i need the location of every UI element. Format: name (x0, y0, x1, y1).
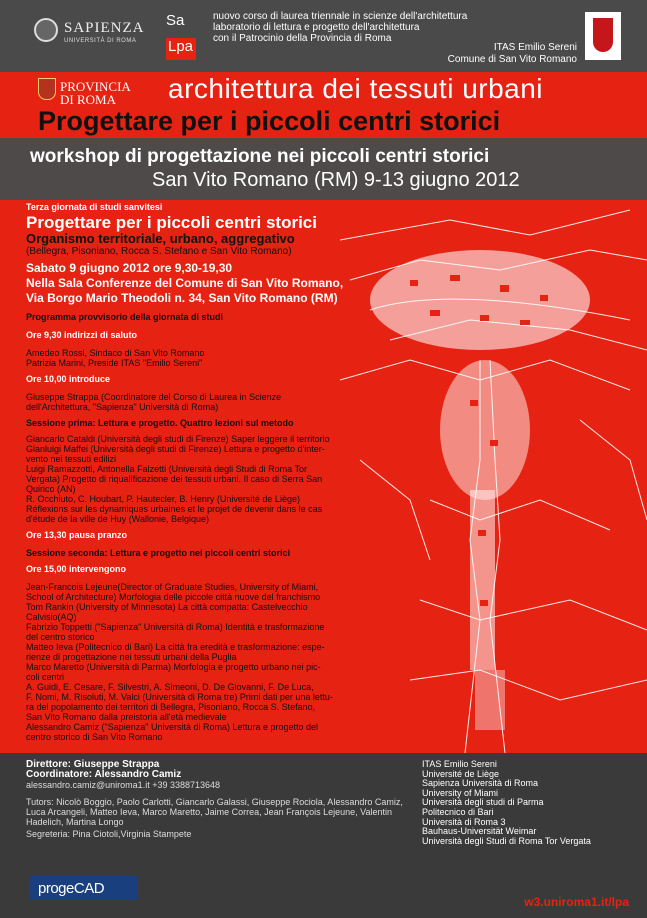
org-item: Politecnico di Bari (422, 806, 494, 817)
partner-names (448, 42, 577, 66)
tutors-list: Tutors: Nicolò Boggio, Paolo Carlotti, Giancarlo Galassi, Giuseppe Rociola, Alessandro Camiz, Luca Arcangeli, Matteo Ieva, Marco Maretto, Jaime Correa, Jean François Lejeune, Valentin Hadelich, Martina Longo (26, 797, 403, 827)
course-intro-line: con il Patrocinio della Provincia di Roma (213, 33, 392, 44)
san-vito-crest-icon (585, 12, 621, 60)
org-item: Bauhaus-Universität Weimar (422, 826, 537, 837)
sapienza-seal-icon (34, 18, 58, 42)
text-line: Luigi Ramazzotti, Antonella Falzetti (Università degli Studi di Roma Tor (26, 464, 307, 474)
org-item: Università di Roma 3 (422, 816, 506, 827)
coordinator-line: Coordinatore: Alessandro Camiz (26, 769, 182, 780)
session-two-heading: Sessione seconda: Lettura e progetto nei piccoli centri storici (26, 548, 291, 558)
provincia-logo-name (60, 80, 131, 106)
org-item: Università degli Studi di Roma Tor Vergata (422, 835, 591, 846)
event-label: Terza giornata di studi sanvitesi (26, 202, 163, 212)
slot-speakers: Ore 15,00 intervengono (26, 564, 127, 574)
salpa-logo-sa: Sa (166, 12, 185, 29)
sapienza-logo-name: SAPIENZA (64, 20, 145, 36)
programme-text (26, 202, 426, 748)
text-line: centro storico di San Vito Romano (26, 732, 163, 742)
text-line: dell'Architettura, "Sapienza" Università di Roma) (26, 402, 219, 412)
date-line: Via Borgo Mario Theodoli n. 34, San Vito Romano (RM) (26, 291, 338, 305)
text-line: ra del popolamento dei territori di Bellegra, Pisoniano, Rocca S. Stefano, (26, 702, 316, 712)
programme-heading: Programma provvisorio della giornata di studi (26, 312, 224, 322)
text-line: d'étude de la ville de Huy (Wallonie, Belgique) (26, 514, 209, 524)
organizations-list (422, 760, 591, 846)
salpa-logo-lpa: Lpa (166, 38, 196, 60)
text-line: Quirico (AN) (26, 484, 76, 494)
org-item: ITAS Emilio Sereni (422, 759, 497, 769)
greeting-speakers (26, 348, 426, 368)
session-one-speakers (26, 434, 426, 524)
text-line: Gianluigi Maffei (Università degli studi di Firenze) Lettura e progetto d'inter- (26, 444, 325, 454)
text-line: San Vito Romano dalla preistoria all'età medievale (26, 712, 227, 722)
website-link[interactable]: w3.uniroma1.it/lpa (524, 895, 629, 909)
director-line: Direttore: Giuseppe Strappa (26, 759, 160, 770)
secretariat: Segreteria: Pina Ciotoli,Virginia Stampete (26, 829, 192, 839)
programme-panel (0, 200, 647, 753)
crest-shield-icon (593, 18, 613, 52)
org-item: Università degli studi di Parma (422, 797, 544, 808)
event-title: Progettare per i piccoli centri storici (26, 213, 317, 232)
text-line: Tom Rankin (University of Minnesota) La città compatta: Castelvecchio (26, 602, 308, 612)
slot-lunch: Ore 13,30 pausa pranzo (26, 530, 128, 540)
banner-title: Progettare per i piccoli centri storici (38, 106, 501, 136)
intro-speaker (26, 392, 426, 412)
provincia-line: PROVINCIA (60, 79, 131, 94)
course-intro-line: nuovo corso di laurea triennale in scienze dell'architettura (213, 11, 468, 22)
workshop-title: workshop di progettazione nei piccoli centri storici (30, 146, 490, 167)
sponsor-name: progeCAD (38, 880, 105, 897)
session-two-speakers (26, 582, 426, 742)
sapienza-logo-subtitle: UNIVERSITÀ DI ROMA (64, 38, 137, 44)
text-line: del centro storico (26, 632, 95, 642)
text-line: coli centri (26, 672, 65, 682)
text-line: Réflexions sur les dynamiques urbaines et le projet de devenir dans le cas (26, 504, 323, 514)
org-item: University of Miami (422, 787, 499, 798)
text-line: R. Occhiuto, C. Houbart, P. Hautecler, B. Henry (Université de Liège) (26, 494, 300, 504)
text-line: Fabrizio Toppetti ("Sapienza" Università di Roma) Identità e trasformazione (26, 622, 325, 632)
contact-email[interactable]: alessandro.camiz@uniroma1.it +39 3388713648 (26, 780, 221, 790)
banner-heading: architettura dei tessuti urbani (168, 73, 544, 104)
text-line: Patrizia Marini, Preside ITAS "Emilio Sereni" (26, 358, 203, 368)
session-one-heading: Sessione prima: Lettura e progetto. Quattro lezioni sul metodo (26, 418, 294, 428)
event-places: (Bellegra, Pisoniano, Rocca S. Stefano e San Vito Romano) (26, 246, 292, 257)
text-line: A. Guidi, E. Cesare, F. Silvestri, A. Simeoni, D. De Giovanni, F. De Luca, (26, 682, 314, 692)
slot-intro: Ore 10,00 introduce (26, 374, 111, 384)
text-line: School of Architecture) Morfologia delle piccole città nuove del franchismo (26, 592, 321, 602)
workshop-place-date: San Vito Romano (RM) 9-13 giugno 2012 (152, 169, 520, 191)
text-line: Matteo Ieva (Politecnico di Bari) La città fra eredità e trasformazione: espe- (26, 642, 325, 652)
course-intro-line: laboratorio di lettura e progetto dell'architettura (213, 22, 420, 33)
partner-line: Comune di San Vito Romano (447, 54, 577, 65)
provincia-crest-icon (38, 78, 56, 100)
event-date-venue (26, 261, 426, 306)
course-intro (213, 11, 467, 44)
text-line: Calvisio(AQ) (26, 612, 77, 622)
date-line: Nella Sala Conferenze del Comune di San Vito Romano, (26, 276, 344, 290)
text-line: Alessandro Camiz ("Sapienza" Università di Roma) Lettura e progetto del (26, 722, 319, 732)
text-line: Jean-Francois Lejeune(Director of Graduate Studies, University of Miami, (26, 582, 319, 592)
text-line: rienze di progettazione nei tessuti urbani della Puglia (26, 652, 237, 662)
org-item: Université de Liège (422, 768, 500, 779)
date-line: Sabato 9 giugno 2012 ore 9,30-19,30 (26, 261, 233, 275)
org-item: Sapienza Università di Roma (422, 778, 539, 789)
direction-info (26, 760, 181, 780)
text-line: F. Nomi, M. Risoluti, M. Valci (Università di Roma tre) Primi dati per una lettu- (26, 692, 333, 702)
provincia-line: DI ROMA (60, 92, 116, 107)
text-line: Marco Maretto (Università di Parma) Morfologia e progetto urbano nei pic- (26, 662, 321, 672)
partner-line: ITAS Emilio Sereni (493, 42, 577, 53)
text-line: Amedeo Rossi, Sindaco di San Vito Romano (26, 348, 205, 358)
slot-greeting: Ore 9,30 indirizzi di saluto (26, 330, 138, 340)
text-line: Vergata) Progetto di riqualificazione dei tessuti urbani. Il caso di Serra San (26, 474, 323, 484)
text-line: Giuseppe Strappa (Coordinatore del Corso di Laurea in Scienze (26, 392, 282, 402)
progecad-sponsor-logo (30, 876, 138, 900)
text-line: Giancarlo Cataldi (Università degli studi di Firenze) Saper leggere il territorio (26, 434, 330, 444)
event-subtitle: Organismo territoriale, urbano, aggregativo (26, 231, 295, 246)
text-line: vento nei tessuti edilizi (26, 454, 117, 464)
